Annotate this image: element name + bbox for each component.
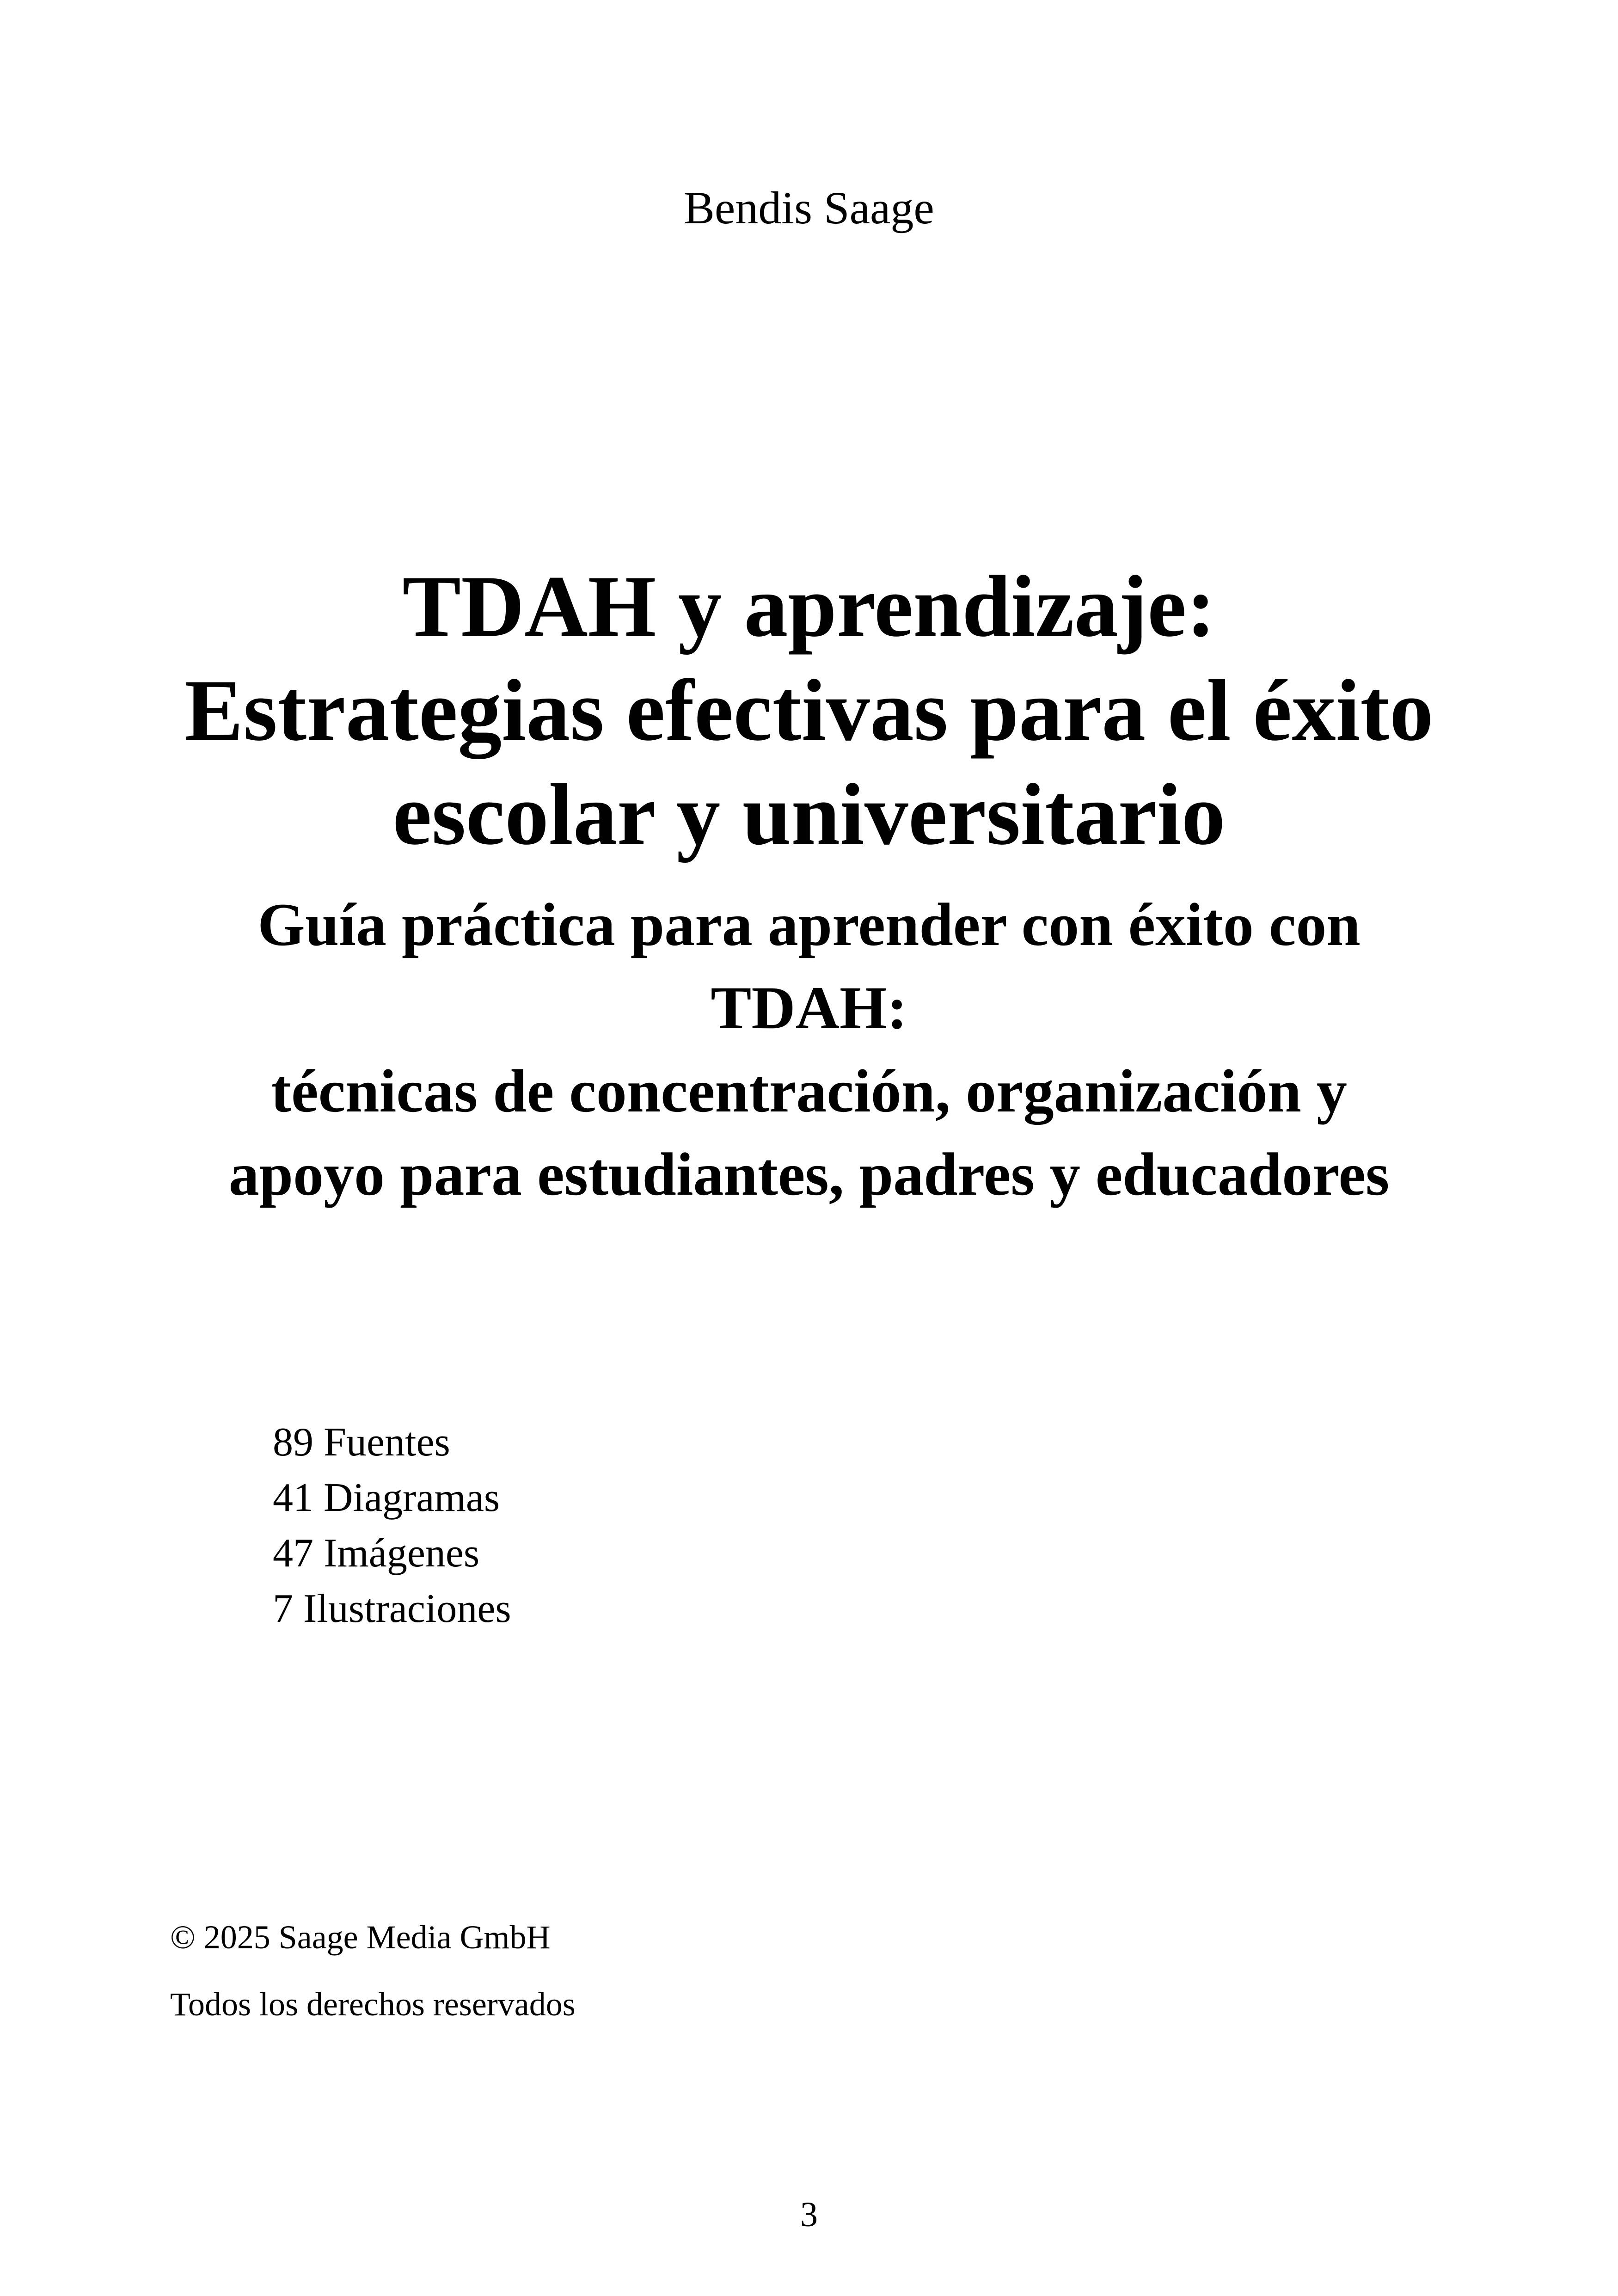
subtitle-line: técnicas de concentración, organización y [271,1057,1347,1125]
subtitle-line: apoyo para estudiantes, padres y educadores [228,1140,1390,1208]
page-number: 3 [800,2195,818,2234]
subtitle-line: Guía práctica para aprender con éxito con [257,890,1361,958]
author-name: Bendis Saage [684,182,934,233]
stat-sources: 89 Fuentes [273,1420,450,1465]
stat-images: 47 Imágenes [273,1531,480,1576]
title-line: TDAH y aprendizaje: [402,558,1216,655]
stat-diagrams: 41 Diagramas [273,1475,500,1520]
title-line: Estrategias efectivas para el éxito [184,662,1434,759]
copyright-notice: © 2025 Saage Media GmbH [170,1919,551,1956]
book-title [0,555,1618,867]
book-subtitle [0,883,1618,1216]
rights-notice: Todos los derechos reservados [170,1986,576,2023]
title-line: escolar y universitario [392,766,1226,863]
book-stats-list [273,1415,511,1637]
stat-illustrations: 7 Ilustraciones [273,1586,511,1631]
subtitle-line: TDAH: [711,974,907,1042]
